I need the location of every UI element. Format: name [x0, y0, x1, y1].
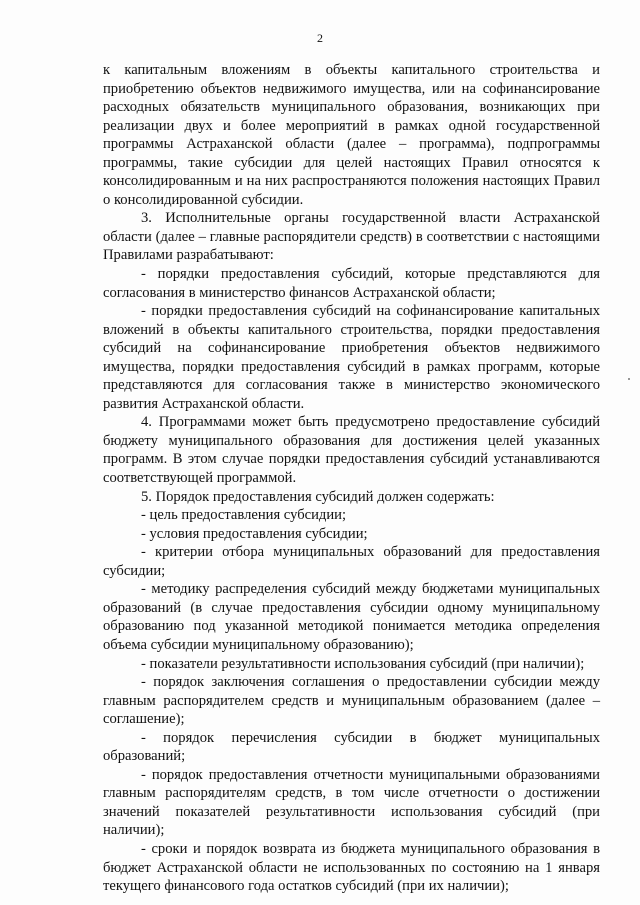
paragraph-bullet: - критерии отбора муниципальных образований для предоставления субсидии;	[103, 544, 600, 579]
paragraph-bullet: - методику распределения субсидий между бюджетами муниципальных образований (в случае предоставления субсидии одному муниципальному образованию под указанной методикой понимается методика определения объема субсидии муниципальному образованию);	[103, 581, 600, 653]
paragraph-continuation: к капитальным вложениям в объекты капитального строительства и приобретению объектов недвижимого имущества, или на софинансирование расходных обязательств муниципального образования, возникающих при реализации двух и более мероприятий в рамках одной государственной программы Астраханской области (далее – программа), подпрограммы программы, такие субсидии для целей настоящих Правил относятся к консолидированным и на них распространяются положения настоящих Правил о консолидированной субсидии.	[103, 62, 600, 208]
paragraph-item-5: 5. Порядок предоставления субсидий должен содержать:	[141, 488, 495, 505]
paragraph-bullet: - порядок заключения соглашения о предоставлении субсидии между главным распорядителем средств и муниципальным образованием (далее – соглашение);	[103, 674, 600, 728]
scan-speck	[628, 378, 630, 380]
page-number: 2	[317, 31, 323, 45]
paragraph-item-3: 3. Исполнительные органы государственной власти Астраханской области (далее – главные распорядители средств) в соответствии с настоящими Правилами разрабатывают:	[103, 210, 600, 264]
paragraph-item-4: 4. Программами может быть предусмотрено предоставление субсидий бюджету муниципального образования для достижения целей указанных программ. В этом случае порядки предоставления субсидий устанавливаются соответствующей программой.	[103, 414, 600, 487]
paragraph-bullet: - порядок предоставления отчетности муниципальными образованиями главным распорядителям средств, в том числе отчетности о достижении значений показателей результативности использования субсидий (при наличии);	[103, 766, 600, 839]
paragraph-bullet: - порядок перечисления субсидии в бюджет муниципальных образований;	[103, 729, 600, 765]
paragraph-bullet: - порядки предоставления субсидий на софинансирование капитальных вложений в объекты капитального строительства, порядки предоставления субсидий на софинансирование приобретения объектов недвижимого имущества, порядки предоставления субсидий в рамках программ, которые представляются для согласования также в министерство экономического развития Астраханской области.	[103, 303, 600, 412]
paragraph-bullet: - цель предоставления субсидии;	[141, 507, 347, 524]
paragraph-bullet: - сроки и порядок возврата из бюджета муниципального образования в бюджет Астраханской области не использованных по состоянию на 1 января текущего финансового года остатков субсидий (при их наличии);	[103, 840, 600, 895]
paragraph-bullet: - условия предоставления субсидии;	[141, 525, 368, 542]
paragraph-bullet: - порядки предоставления субсидий, которые представляются для согласования в министерство финансов Астраханской области;	[103, 266, 600, 301]
paragraph-bullet: - показатели результативности использования субсидий (при наличии);	[141, 655, 585, 672]
document-body	[103, 61, 600, 896]
